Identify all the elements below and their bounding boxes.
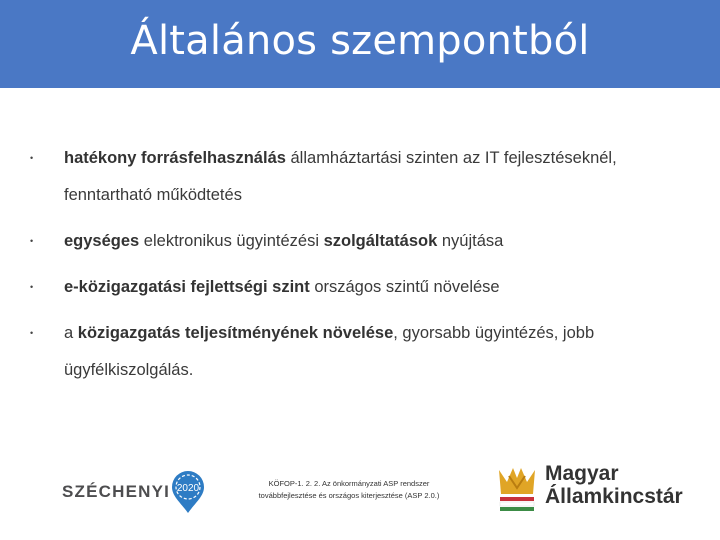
bullet-text: államháztartási szinten az IT fejlesztéseknél, fenntartható működtetés: [64, 149, 617, 204]
footer: [0, 450, 720, 540]
project-line: továbbfejlesztése és országos kiterjesztése (ASP 2.0.): [258, 491, 440, 500]
bullet-bold-text: hatékony forrásfelhasználás: [64, 149, 286, 167]
project-caption: [238, 478, 460, 502]
allamkincstar-wordmark: [545, 462, 683, 508]
bullet-marker: •: [30, 328, 34, 338]
title-bar: [0, 0, 720, 88]
bullet-list: [30, 140, 690, 398]
bullet-bold-text: szolgáltatások: [323, 232, 438, 250]
bullet-marker: •: [30, 282, 34, 292]
bullet-bold-text: egységes: [64, 232, 140, 250]
bullet-text: nyújtása: [437, 232, 504, 250]
bullet-item: [30, 140, 690, 214]
bullet-bold-text: e-közigazgatási fejlettségi szint: [64, 278, 310, 296]
bullet-item: [30, 269, 690, 306]
magyar-allamkincstar-logo: [495, 462, 685, 518]
bullet-item: [30, 315, 690, 389]
bullet-text: elektronikus ügyintézési: [139, 232, 324, 250]
ak-line: Államkincstár: [545, 485, 683, 508]
bullet-item: [30, 223, 690, 260]
bullet-text: a: [64, 324, 78, 342]
szechenyi-pin-icon: [170, 470, 206, 514]
bullet-marker: •: [30, 236, 34, 246]
szechenyi-year: 2020: [176, 483, 200, 494]
ak-line: Magyar: [545, 462, 619, 485]
bullet-bold-text: közigazgatás teljesítményének növelése: [77, 324, 394, 342]
slide-title: Általános szempontból: [130, 18, 590, 64]
bullet-text: , gyorsabb ügyintézés, jobb ügyfélkiszolgálás.: [64, 324, 595, 379]
project-line: KÖFOP-1. 2. 2. Az önkormányzati ASP rendszer: [268, 479, 430, 488]
szechenyi-logo-text: SZÉCHENYI: [62, 482, 171, 501]
szechenyi-2020-logo: [62, 464, 210, 524]
bullet-marker: •: [30, 153, 34, 163]
allamkincstar-emblem-icon: [495, 462, 539, 514]
bullet-text: országos szintű növelése: [309, 278, 500, 296]
